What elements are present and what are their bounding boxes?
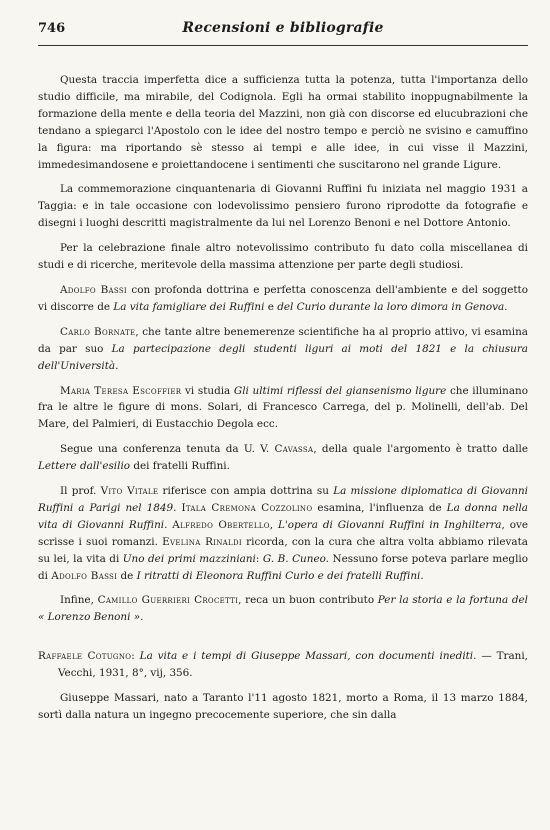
review-paragraph	[38, 483, 528, 584]
text-run: :	[255, 552, 263, 565]
review-paragraph	[38, 592, 528, 626]
text-run: , reca un buon contributo	[238, 594, 378, 607]
author-name: Evelina Rinaldi	[162, 535, 242, 548]
text-run: vi studia	[181, 384, 234, 397]
text-run: che illuminano fra le altre le figure di mons. Solari, di Francesco Carrega, del p. Molinelli, dell'ab. Del Mare, del Palmieri, di Eustacchio Degola ecc.	[38, 384, 528, 431]
text-run: :	[131, 650, 140, 663]
work-title: La vita e i tempi di Giuseppe Massari, con documenti inediti.	[139, 650, 477, 663]
text-run: Giuseppe Massari, nato a Taranto l'11 agosto 1821, morto a Roma, il 13 marzo 1884, sortì dalla natura un ingegno precocemente superiore, che sin dalla	[38, 692, 528, 721]
review-paragraph	[38, 240, 528, 274]
work-title: G. B. Cuneo.	[262, 552, 329, 565]
text-run: , ove scrisse i suoi romanzi.	[38, 518, 528, 548]
bibliography-entry	[38, 648, 528, 682]
review-body	[38, 72, 528, 724]
text-run: con profonda dottrina e perfetta conoscenza dell'ambiente e del soggetto vi discorre de	[38, 283, 528, 313]
review-paragraph	[38, 282, 528, 316]
text-run: , della quale l'argomento è tratto dalle	[313, 443, 528, 456]
author-name: Vito Vitale	[100, 485, 159, 498]
text-run: Nessuno forse poteva parlare meglio di	[38, 552, 528, 582]
author-name: Alfredo Obertello	[172, 518, 270, 531]
work-title: La partecipazione degli studenti liguri ai moti del 1821 e la chiusura dell'Università.	[38, 342, 528, 372]
work-title: del Curio durante la loro dimora in Genova.	[277, 300, 508, 313]
work-title: La donna nella vita di Giovanni Ruffini.	[38, 501, 528, 531]
author-name: Itala Cremona Cozzolino	[181, 501, 313, 514]
text-run: dei fratelli Ruffini.	[130, 460, 230, 473]
review-paragraph	[38, 324, 528, 375]
text-run: ricorda, con la cura che altra volta abbiamo rilevata su lei, la vita di	[38, 535, 528, 565]
running-head: Recensioni e bibliografie	[182, 20, 384, 36]
text-run: Infine,	[60, 594, 98, 607]
review-paragraph	[38, 383, 528, 434]
work-title: Lettere dall'esilio	[38, 460, 131, 473]
review-paragraph	[38, 72, 528, 173]
review-paragraph-last	[38, 690, 528, 724]
author-name: Adolfo Bassi	[51, 569, 118, 582]
work-title: L'opera di Giovanni Ruffini in Inghilterra	[277, 518, 502, 531]
text-run: Questa traccia imperfetta dice a sufficienza tutta la potenza, tutta l'importanza dello studio difficile, ma mirabile, del Codignola. Egli ha ormai stabilito inoppugnabilmente la formazione della mente e della teoria del Mazzini, non già con discorse ed elucubrazioni che tendano a spiegarci l'Apostolo con le idee del nostro tempo e perciò ne svisino e camuffino la figura: ma riportando sè stesso ai tempi e alle idee, in cui visse il Mazzini, immedesimandosene e proiettandocene i sentimenti che suscitarono nel grande Ligure.	[38, 74, 528, 171]
text-run: esamina, l'influenza de	[312, 501, 447, 514]
review-paragraph	[38, 441, 528, 475]
author-name: Carlo Bornate	[60, 325, 136, 338]
author-name: Camillo Guerrieri Crocetti	[97, 594, 239, 607]
text-run: La commemorazione cinquantenaria di Giovanni Ruffini fu iniziata nel maggio 1931 a Taggia: e in tale occasione con lodevolissimo pensiero furono riprodotte da fotografie e disegni i luoghi descritti magistralmente da lui nel Lorenzo Benoni e nel Dottore Antonio.	[38, 183, 528, 230]
text-run: Segue una conferenza tenuta da U. V.	[60, 443, 275, 456]
text-run: Il prof.	[60, 485, 101, 498]
author-name: Cavassa	[274, 443, 314, 456]
author-name: Adolfo Bassi	[60, 283, 127, 296]
text-run: — Trani, Vecchi, 1931, 8°, vij, 356.	[58, 650, 528, 680]
work-title: Uno dei primi mazziniani	[122, 552, 256, 565]
text-run: Per la celebrazione finale altro notevolissimo contributo fu dato colla miscellanea di studi e di ricerche, meritevole della massima attenzione per parte degli studiosi.	[38, 242, 528, 272]
text-run: riferisce con ampia dottrina su	[158, 485, 334, 498]
review-paragraph	[38, 181, 528, 232]
paragraph-list	[38, 72, 528, 626]
text-run: ,	[269, 518, 278, 531]
page-number: 746	[38, 21, 66, 36]
work-title: La vita famigliare dei Ruffini	[113, 300, 265, 313]
work-title: La missione diplomatica di Giovanni Ruffini a Parigi nel 1849.	[38, 485, 529, 514]
work-title: I ritratti di Eleonora Ruffini Curlo e dei fratelli Ruffini.	[136, 569, 424, 582]
header-rule	[38, 45, 528, 46]
author-name: Raffaele Cotugno	[38, 650, 132, 663]
work-title: Gli ultimi riflessi del giansenismo ligure	[233, 384, 447, 397]
text-run: de	[117, 569, 137, 582]
page-header	[38, 20, 528, 42]
text-run: e	[264, 300, 278, 313]
text-run: , che tante altre benemerenze scientifiche ha al proprio attivo, vi esamina da par suo	[38, 325, 528, 355]
author-name: Maria Teresa Escoffier	[60, 384, 182, 397]
work-title: Per la storia e la fortuna del « Lorenzo Benoni ».	[38, 594, 528, 624]
